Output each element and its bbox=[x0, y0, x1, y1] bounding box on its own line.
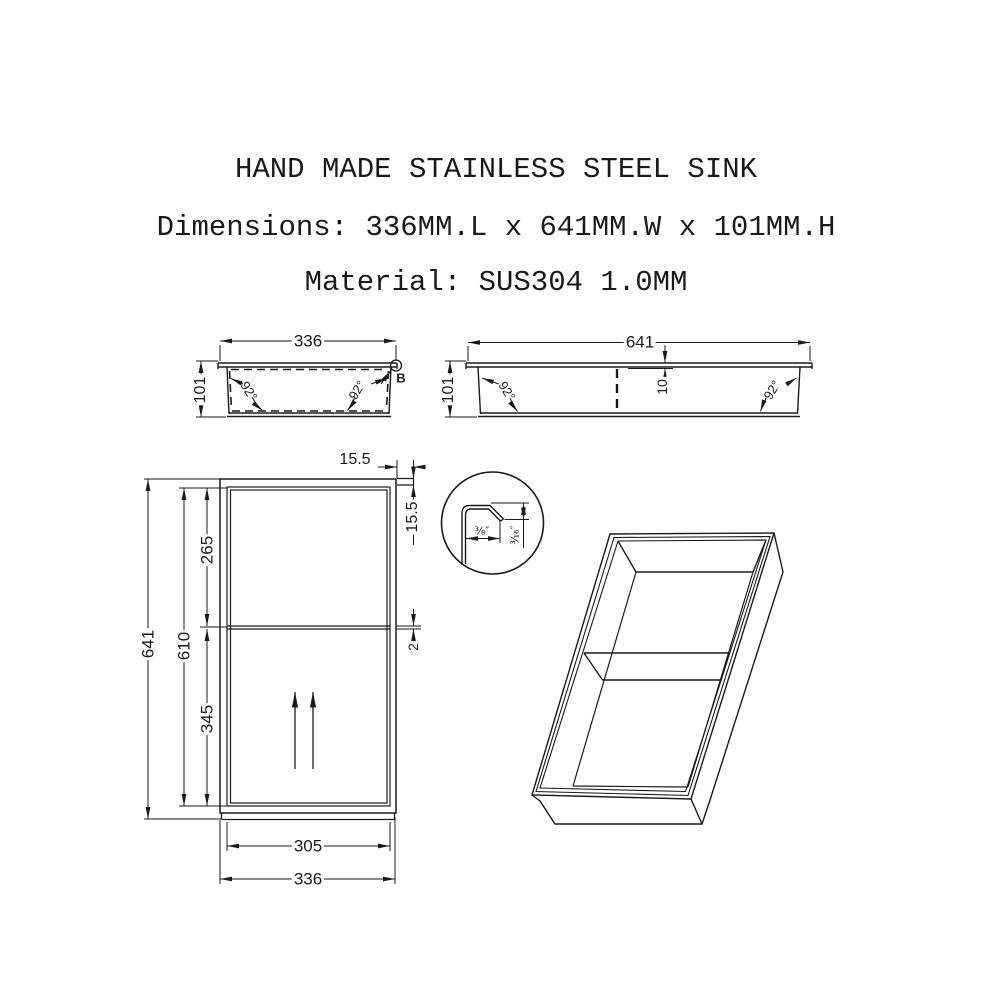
detail-vertical-dim: ³⁄₁₆″ bbox=[508, 525, 522, 545]
plan-flange-width-dim: 15.5 bbox=[339, 451, 371, 468]
side-angle-right: 92° bbox=[760, 377, 784, 403]
plan-view-geometry bbox=[144, 460, 422, 884]
plan-lower-bowl-dim: 345 bbox=[197, 704, 217, 734]
plan-inner-length-dim: 610 bbox=[174, 631, 194, 661]
front-angle-right: 92° bbox=[345, 377, 369, 403]
side-rim-offset-dim: 10 bbox=[654, 379, 670, 395]
front-width-dim: 336 bbox=[293, 331, 323, 351]
front-height-dim: 101 bbox=[192, 376, 209, 404]
isometric-view-geometry bbox=[532, 533, 783, 824]
front-angle-left: 92° bbox=[237, 378, 261, 404]
drawing-dimensions-text: Dimensions: 336MM.L x 641MM.W x 101MM.H bbox=[156, 211, 836, 244]
side-width-dim: 641 bbox=[625, 332, 655, 352]
side-height-dim: 101 bbox=[440, 376, 457, 404]
plan-outer-length-dim: 641 bbox=[138, 629, 158, 659]
detail-b-callout-label: B bbox=[396, 370, 406, 386]
side-angle-left: 92° bbox=[495, 378, 519, 404]
detail-horizontal-dim: ⅜″ bbox=[474, 524, 490, 538]
front-view-geometry bbox=[196, 341, 402, 417]
drawing-material-text: Material: SUS304 1.0MM bbox=[304, 266, 688, 299]
plan-flange-height-dim: 15.5 bbox=[404, 501, 421, 533]
plan-divider-dim: 2 bbox=[405, 643, 421, 651]
side-view-geometry bbox=[445, 343, 812, 418]
detail-b-geometry bbox=[442, 472, 544, 574]
drawing-title: HAND MADE STAINLESS STEEL SINK bbox=[234, 153, 758, 186]
plan-outer-width-dim: 336 bbox=[293, 869, 323, 889]
plan-upper-bowl-dim: 265 bbox=[197, 535, 217, 565]
plan-inner-width-dim: 305 bbox=[293, 836, 323, 856]
